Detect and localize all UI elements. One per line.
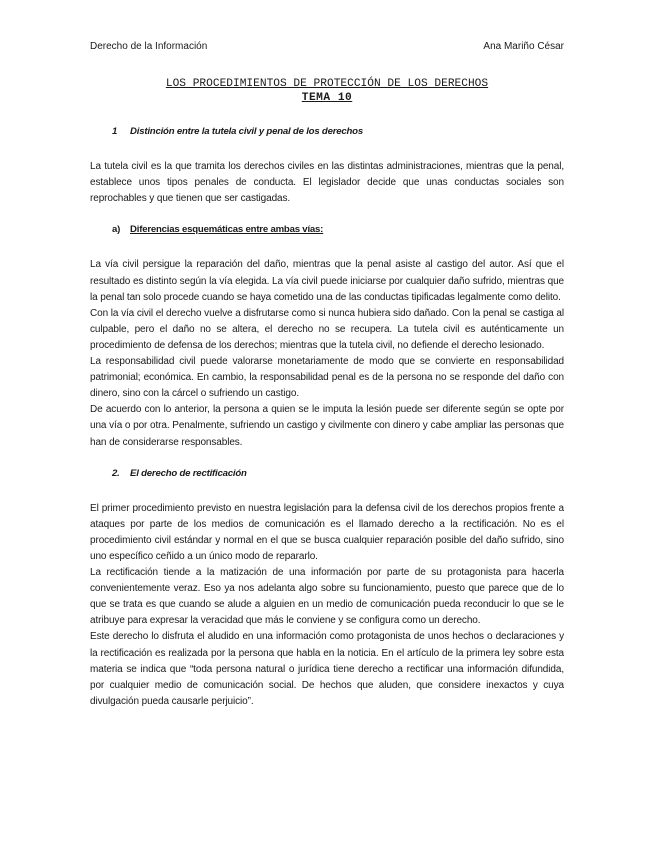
section-2-number: 2. [112, 467, 120, 479]
subsection-a-paragraph: De acuerdo con lo anterior, la persona a quien se le imputa la lesión puede ser diferente según se opte por una vía o por otra. Penalmente, sufriendo un castigo y civilmente con dinero y cabe ampliar las personas que han de considerarse responsables. [90, 404, 564, 448]
section-2-paragraph: Este derecho lo disfruta el aludido en una información como protagonista de unos hechos o declaraciones y la rectificación es realizada por la persona que habla en la noticia. En el artículo de la primera ley sobre esta materia se indica que “toda persona natural o jurídica tiene derecho a rectificar una información difundida, por cualquier medio de comunicación social. De hechos que aluden, que considere inexactos y cuya divulgación pueda causarle perjuicio”. [90, 631, 564, 707]
document-title: LOS PROCEDIMIENTOS DE PROTECCIÓN DE LOS DERECHOS [165, 78, 489, 90]
section-2-heading [90, 466, 564, 482]
section-1-paragraph: La tutela civil es la que tramita los derechos civiles en las distintas administraciones, mientras que la penal, establece unos tipos penales de conducta. El legislador decide que unas conductas sociales son reprochables y que tienen que ser castigadas. [90, 161, 564, 205]
section-2-paragraph: La rectificación tiende a la matización de una información por parte de su protagonista para hacerla convenientemente veraz. Eso ya nos adelanta algo sobre su funcionamiento, puesto que parece que de lo que se trata es que cuando se alude a alguien en un medio de comunicación pueda reconducir lo que se le atribuye para expresar la veracidad que más le conviene y se configura como un derecho. [90, 567, 564, 627]
section-2-paragraph: El primer procedimiento previsto en nuestra legislación para la defensa civil de los derechos propios frente a ataques por parte de los medios de comunicación es el llamado derecho a la rectificación. No es el procedimiento civil estándar y normal en el que se busca cualquier reparación posible del daño sufrido, sino uno específico ceñido a un único modo de repararlo. [90, 502, 564, 562]
section-1-title: Distinción entre la tutela civil y penal de los derechos [130, 126, 363, 137]
document-body [90, 124, 564, 710]
header-author-name: Ana Mariño César [483, 41, 564, 52]
subsection-a-paragraph: La responsabilidad civil puede valorarse monetariamente de modo que se convierte en responsabilidad patrimonial; económica. En cambio, la responsabilidad penal es de la persona no se responde del daño con dinero, sino con la cárcel o sufriendo un castigo. [90, 356, 564, 400]
subsection-a-title: Diferencias esquemáticas entre ambas vías: [130, 224, 324, 236]
section-1-number: 1 [112, 126, 118, 137]
subsection-a-heading [90, 222, 564, 238]
section-2-title: El derecho de rectificación [130, 467, 247, 479]
document-subtitle: TEMA 10 [301, 91, 353, 104]
section-1-heading [90, 124, 564, 140]
subsection-a-number: a) [112, 224, 121, 236]
subsection-a-paragraph: Con la vía civil el derecho vuelve a disfrutarse como si nunca hubiera sido dañado. Con la penal se castiga al culpable, pero el daño no se altera, el derecho no se recupera. La tutela civil es auténticamente un procedimiento de defensa de los derechos; mientras que la tutela civil, no defiende el derecho lesionado. [90, 307, 564, 351]
header-course-title: Derecho de la Información [90, 41, 208, 52]
page-header [90, 41, 564, 53]
document-title-block [90, 78, 564, 105]
subsection-a-paragraph: La vía civil persigue la reparación del daño, mientras que la penal asiste al castigo del autor. Así que el resultado es distinto según la vía elegida. La vía civil puede iniciarse por cualquier daño sufrido, mientras que la penal tan solo procede cuando se haya cometido una de las conductas tipificadas legalmente como delito. [90, 259, 564, 303]
